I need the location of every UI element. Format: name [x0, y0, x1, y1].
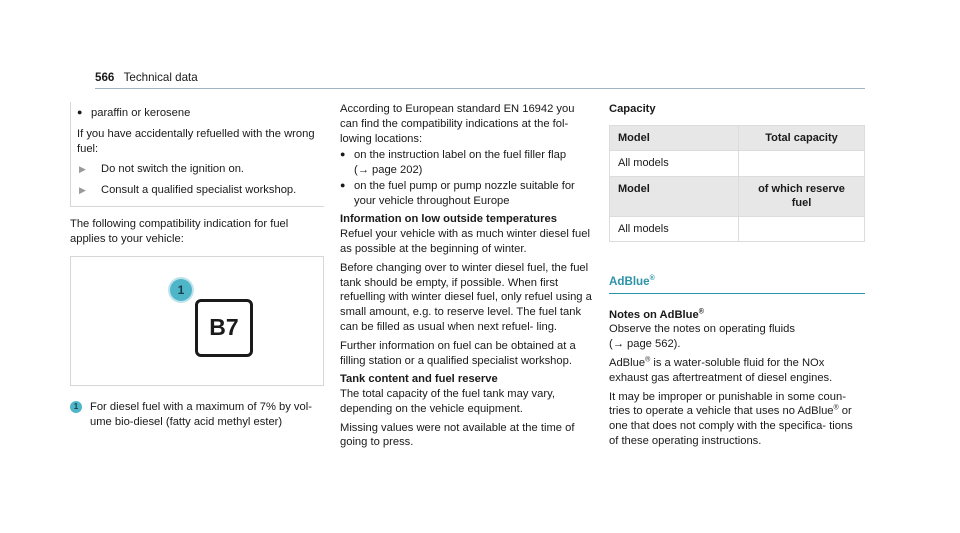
- list-item-text: on the fuel pump or pump nozzle suitable for your vehicle throughout Europe: [354, 179, 575, 207]
- notes-heading: Notes on AdBlue®: [609, 307, 704, 321]
- column-3: [609, 102, 865, 455]
- step-text: Do not switch the ignition on.: [101, 163, 245, 176]
- table-header: Model: [610, 176, 739, 216]
- table-cell: [739, 216, 865, 242]
- step-text: Consult a qualified specialist workshop.: [101, 184, 297, 197]
- table-header: Model: [610, 125, 739, 151]
- page-link[interactable]: (→ page 202): [354, 164, 423, 177]
- bullet-icon: ●: [340, 149, 346, 160]
- section-title: Technical data: [123, 71, 198, 84]
- paragraph: The total capacity of the fuel tank may vary, depending on the vehicle equipment.: [340, 388, 555, 415]
- capacity-table: [609, 125, 865, 243]
- paragraph: Further information on fuel can be obtained at a filling station or a qualified specialist workshop.: [340, 339, 576, 367]
- low-temp-heading: Information on low outside temperatures: [340, 213, 557, 226]
- paragraph: AdBlue® is a water-soluble fluid for the NOx exhaust gas aftertreatment of diesel engines.: [609, 356, 833, 384]
- fuel-compat-figure: [70, 256, 324, 386]
- paragraph: Refuel your vehicle with as much winter diesel fuel as possible at the beginning of winter.: [340, 228, 590, 256]
- list-item: [340, 179, 595, 209]
- table-header: Total capacity: [739, 125, 865, 151]
- callout-1-icon: 1: [70, 401, 82, 413]
- table-header-row: [610, 125, 865, 151]
- table-row: [610, 151, 865, 177]
- bullet-icon: ●: [77, 107, 83, 117]
- paragraph: Observe the notes on operating fluids (→ page 562).: [609, 323, 795, 351]
- tank-heading: Tank content and fuel reserve: [340, 373, 498, 386]
- header-divider: [95, 88, 865, 89]
- standard-intro: According to European standard EN 16942 you can find the compatibility indications at the fol- lowing locations:: [340, 103, 575, 145]
- paragraph: It may be improper or punishable in some coun- tries to operate a vehicle that uses no AdBlue® or one that does not comply with the specifica- tions of these operating instructions.: [609, 390, 853, 447]
- page-link[interactable]: (→ page 562).: [609, 338, 681, 351]
- column-1: [70, 102, 324, 430]
- column-2: [340, 102, 595, 456]
- capacity-heading: Capacity: [609, 103, 656, 115]
- page-number: 566: [95, 71, 115, 84]
- table-row: [610, 216, 865, 242]
- compat-intro: The following compatibility indication for fuel applies to your vehicle:: [70, 217, 289, 245]
- adblue-section-title: AdBlue®: [609, 274, 865, 293]
- table-header-row: [610, 176, 865, 216]
- refuel-note: If you have accidentally refuelled with the wrong fuel:: [77, 127, 315, 155]
- legend-text: For diesel fuel with a maximum of 7% by vol- ume bio-diesel (fatty acid methyl ester): [90, 401, 312, 429]
- paragraph: Before changing over to winter diesel fuel, the fuel tank should be empty, if possible. When first refuelling with winter diesel fuel, only refuel using a small amount, e.g. to reserve level. The fuel tank can be filled as usual when next refuel- ling.: [340, 261, 592, 333]
- table-cell: All models: [610, 216, 739, 242]
- figure-legend: [70, 400, 324, 430]
- list-item-text: paraffin or kerosene: [91, 107, 191, 119]
- list-item-text: on the instruction label on the fuel filler flap (→ page 202): [354, 149, 567, 177]
- list-item: [340, 148, 595, 178]
- arrow-right-icon: ▶: [79, 164, 86, 175]
- callout-1-icon: 1: [170, 279, 192, 301]
- table-cell: [739, 151, 865, 177]
- table-cell: All models: [610, 151, 739, 177]
- fuel-b7-symbol: B7: [195, 299, 253, 357]
- list-item: [77, 106, 324, 121]
- step-item: [77, 183, 324, 198]
- paragraph: Missing values were not available at the time of going to press.: [340, 421, 575, 449]
- page-header: [95, 70, 198, 85]
- table-header: of which reserve fuel: [739, 176, 865, 216]
- arrow-right-icon: ▶: [79, 185, 86, 196]
- wrong-fuel-box: [70, 102, 324, 207]
- step-item: [77, 162, 324, 177]
- bullet-icon: ●: [340, 179, 346, 190]
